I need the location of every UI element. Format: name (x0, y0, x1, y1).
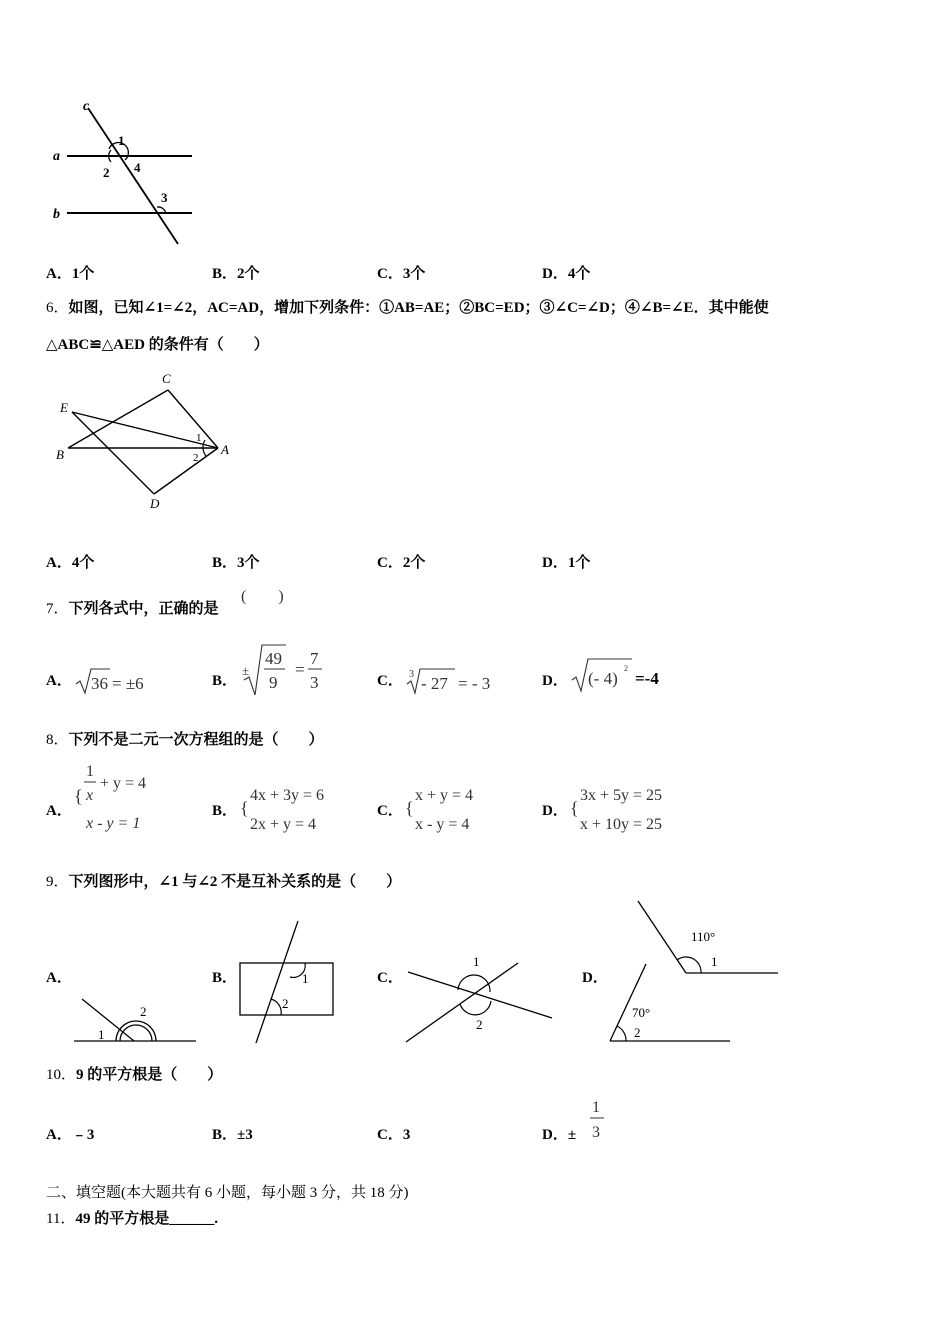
q8-option-c-expr[interactable] (403, 780, 503, 836)
q8-stem: 8．下列不是二元一次方程组的是（ ） (46, 732, 324, 748)
eq2: x + 10y = 25 (580, 816, 663, 833)
q10-stem: 10．9 的平方根是（ ） (46, 1067, 223, 1083)
q6-stem-line2: △ABC≌△AED 的条件有（ ） (46, 337, 269, 353)
answer-blank[interactable]: ______ (169, 1211, 215, 1227)
q5-option-b[interactable]: B．2个 (212, 266, 260, 282)
radicand: - 27 (421, 674, 448, 693)
fraction-num: 49 (265, 649, 282, 668)
label-1: 1 (98, 1027, 105, 1042)
q8-option-a-expr[interactable] (72, 758, 172, 838)
radicand: (- 4) (588, 669, 618, 688)
q8-option-a-letter[interactable]: A． (46, 803, 72, 819)
q6-figure (50, 368, 250, 516)
q9-stem: 9．下列图形中，∠1 与∠2 不是互补关系的是（ ） (46, 874, 402, 890)
label-A: A (221, 442, 229, 457)
q8-option-d-expr[interactable] (568, 780, 688, 836)
q7-option-a-expr[interactable] (74, 666, 164, 696)
radicand: 36 (91, 674, 108, 693)
transversal (256, 921, 298, 1043)
q10-option-c[interactable]: C．3 (377, 1127, 411, 1143)
segment-da (154, 448, 218, 494)
label-a: a (53, 149, 60, 164)
q5-option-c[interactable]: C．3个 (377, 266, 426, 282)
brace: { (74, 786, 83, 806)
label-C: C (162, 371, 171, 386)
label-2: 2 (140, 1004, 147, 1019)
q7-answer-paren: ( ) (241, 588, 284, 605)
line-2 (406, 963, 518, 1042)
exponent: 2 (624, 664, 628, 673)
fraction-den: 9 (269, 673, 278, 692)
line-1 (408, 972, 552, 1018)
q7-option-d-expr[interactable] (570, 656, 680, 694)
rhs-num: 7 (310, 649, 319, 668)
q7-option-b-letter[interactable]: B． (212, 673, 238, 689)
q9-option-d-figure[interactable] (600, 896, 785, 1048)
q6-option-a[interactable]: A．4个 (46, 555, 95, 571)
q7-option-c-letter[interactable]: C． (377, 673, 403, 689)
angle-arc-2 (271, 999, 281, 1015)
fraction-den: 3 (592, 1124, 600, 1141)
eq1: 3x + 5y = 25 (580, 787, 663, 804)
q9-option-d-letter[interactable]: D． (582, 970, 608, 986)
q9-option-b-figure[interactable] (230, 918, 340, 1048)
label-E: E (60, 400, 68, 415)
label-angle-2: 2 (193, 452, 199, 464)
q5-figure (45, 96, 205, 256)
label-2: 2 (634, 1025, 641, 1040)
angle-arc-2 (460, 1001, 491, 1015)
rhs: = ±6 (112, 674, 144, 693)
brace: { (570, 798, 579, 818)
equals: = (295, 660, 305, 679)
fraction-den: x (86, 787, 94, 804)
q6-option-b[interactable]: B．3个 (212, 555, 260, 571)
label-1: 1 (711, 954, 718, 969)
label-b: b (53, 207, 60, 222)
q8-option-b-expr[interactable] (238, 780, 348, 836)
eq2: x - y = 1 (86, 815, 141, 832)
root-index: 3 (409, 669, 414, 680)
q8-option-c-letter[interactable]: C． (377, 803, 403, 819)
segment-bc (68, 390, 168, 448)
q6-option-d[interactable]: D．1个 (542, 555, 591, 571)
q9-option-a-figure[interactable] (70, 990, 200, 1046)
q11-stem: 11．49 的平方根是______. (46, 1211, 218, 1227)
q5-option-d[interactable]: D．4个 (542, 266, 591, 282)
q10-option-d-letter[interactable]: D．± (542, 1127, 577, 1143)
fraction-num: 1 (592, 1099, 600, 1116)
rhs-den: 3 (310, 673, 319, 692)
fraction-num: 1 (86, 763, 94, 780)
label-1: 1 (473, 954, 480, 969)
label-angle-2: 2 (103, 165, 110, 180)
eq2: x - y = 4 (415, 816, 470, 833)
q7-stem: 7．下列各式中，正确的是 (46, 601, 219, 617)
q9-option-c-figure[interactable] (400, 950, 560, 1050)
q7-option-a-letter[interactable]: A． (46, 673, 72, 689)
q6-option-c[interactable]: C．2个 (377, 555, 426, 571)
label-angle-1: 1 (196, 432, 202, 444)
q10-option-b[interactable]: B．±3 (212, 1127, 253, 1143)
label-angle-3: 3 (161, 190, 168, 205)
q9-option-b-letter[interactable]: B． (212, 970, 238, 986)
eq2: 2x + y = 4 (250, 816, 317, 833)
line-c (88, 108, 178, 244)
q6-stem-line1: 6．如图，已知∠1=∠2，AC=AD，增加下列条件：①AB=AE；②BC=ED；③∠C=∠D；④∠B=∠E．其中能使 (46, 300, 769, 316)
q9-option-a-letter[interactable]: A． (46, 970, 72, 986)
label-c: c (83, 99, 90, 114)
label-1: 1 (302, 971, 309, 986)
q7-option-b-expr[interactable] (240, 642, 330, 698)
segment-ca (168, 390, 218, 448)
brace: { (405, 798, 414, 818)
eq1: 4x + 3y = 6 (250, 787, 325, 804)
label-70: 70° (632, 1005, 651, 1020)
label-B: B (56, 447, 64, 462)
plus-minus: ± (242, 663, 250, 678)
upper-ray (638, 901, 686, 973)
label-2: 2 (476, 1017, 483, 1032)
label-angle-4: 4 (134, 160, 141, 175)
rhs: =-4 (635, 669, 659, 688)
q7-option-c-expr[interactable] (405, 666, 505, 696)
q5-option-a[interactable]: A．1个 (46, 266, 95, 282)
section-heading: 二、填空题(本大题共有 6 小题，每小题 3 分，共 18 分) (46, 1185, 409, 1201)
q8-option-b-letter[interactable]: B． (212, 803, 238, 819)
segment-ed (72, 412, 154, 494)
eq1-rest: + y = 4 (100, 775, 147, 792)
label-110: 110° (691, 929, 716, 944)
label-2: 2 (282, 996, 289, 1011)
brace: { (240, 798, 249, 818)
angle-arc-2 (617, 1026, 626, 1041)
label-angle-1: 1 (118, 133, 125, 148)
q10-option-a[interactable]: A．﹣3 (46, 1127, 95, 1143)
q9-option-c-letter[interactable]: C． (377, 970, 403, 986)
ray (82, 999, 134, 1041)
label-D: D (150, 496, 160, 511)
eq1: x + y = 4 (415, 787, 474, 804)
q8-option-d-letter[interactable]: D． (542, 803, 568, 819)
q10-option-d-fraction[interactable] (586, 1094, 610, 1144)
lower-ray (610, 964, 646, 1041)
rhs: = - 3 (458, 674, 491, 693)
q7-option-d-letter[interactable]: D． (542, 673, 568, 689)
